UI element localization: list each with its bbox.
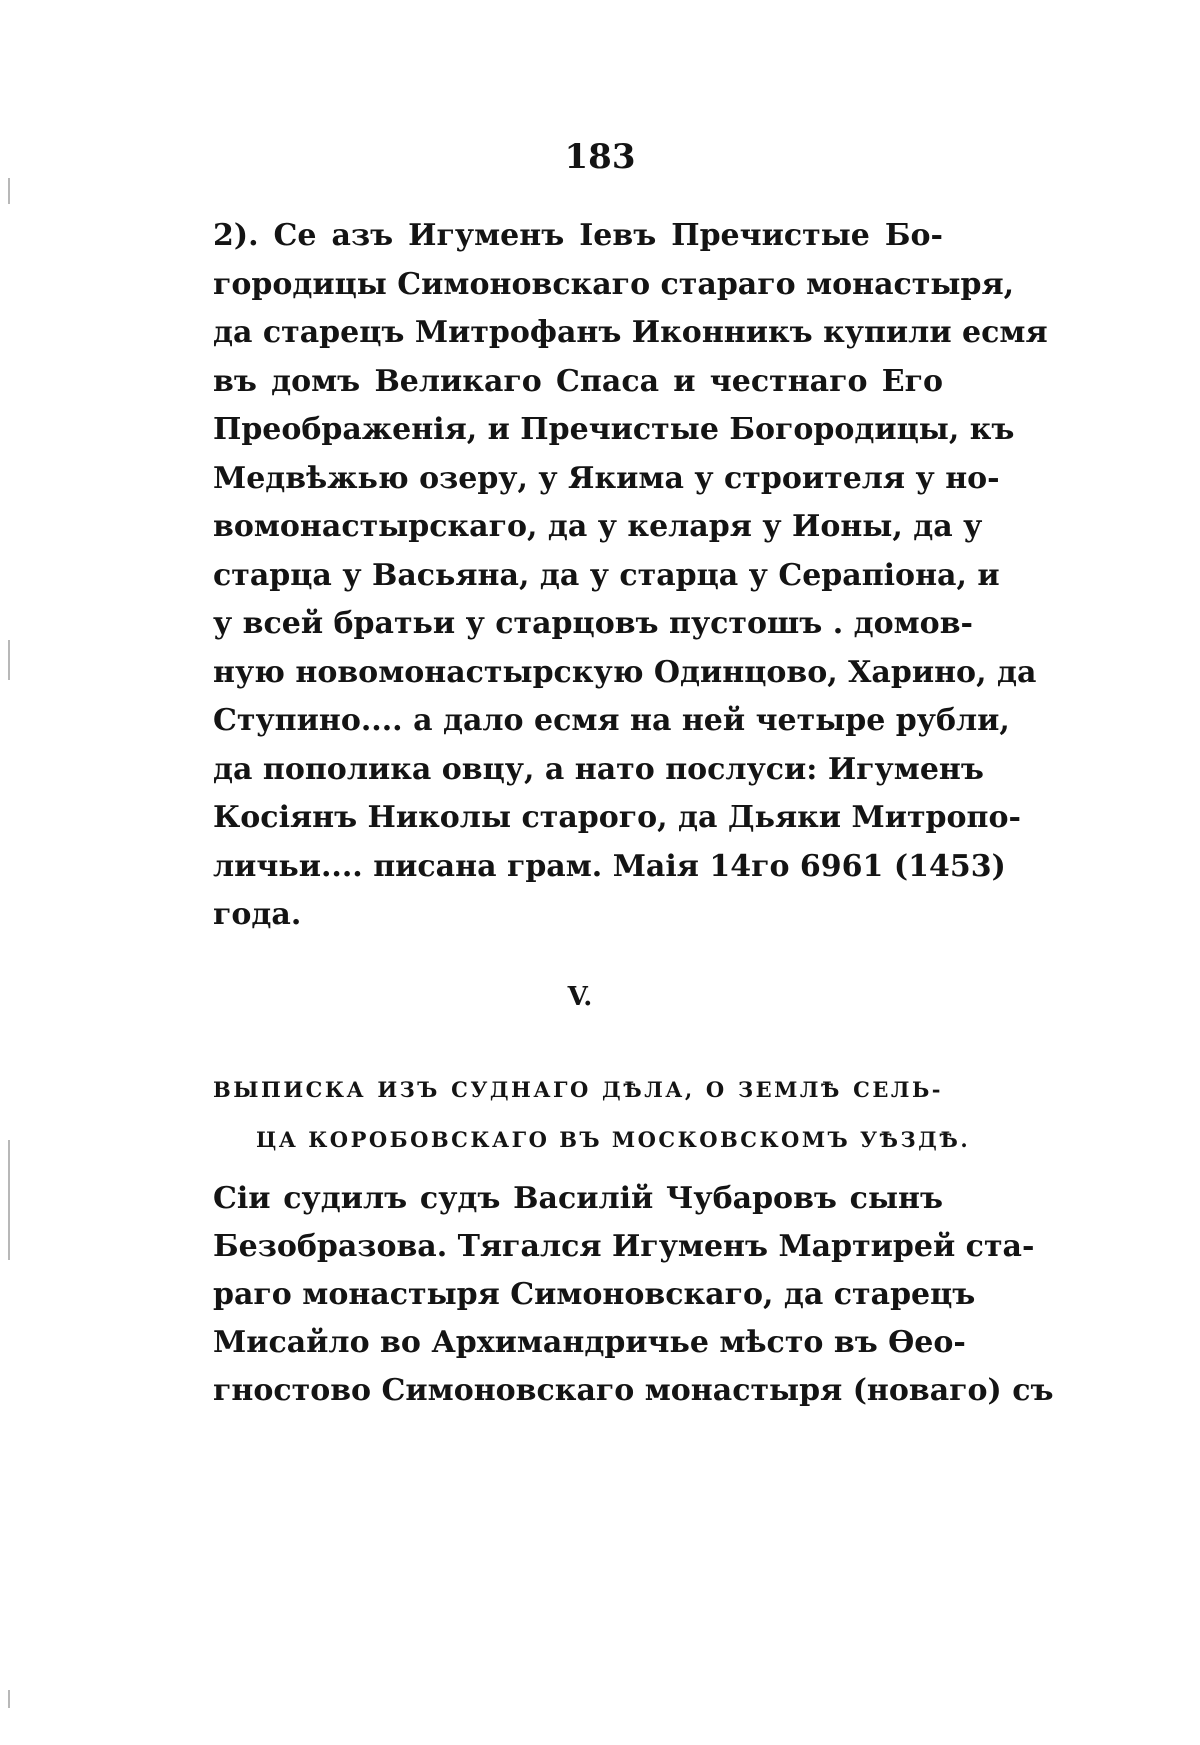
text-line: Ступино.... а дало есмя на ней четыре рубли, xyxy=(213,703,1010,738)
text-line: личьи.... писана грам. Маія 14го 6961 (1453) xyxy=(213,848,1006,884)
section-numeral: V. xyxy=(567,982,593,1012)
text-line: вомонастырскаго, да у келаря у Ионы, да у xyxy=(213,509,983,544)
section-heading-line: ВЫПИСКА ИЗЪ СУДНАГО ДѢЛА, О ЗЕМЛѢ СЕЛЬ- xyxy=(213,1077,943,1102)
text-line: Косіянъ Николы старого, да Дьяки Митропо- xyxy=(213,800,1021,835)
text-line: 2). Се азъ Игуменъ Іевъ Пречистые Бо- xyxy=(213,218,943,253)
section-heading-line: ЦА КОРОБОВСКАГО ВЪ МОСКОВСКОМЪ УѢЗДѢ. xyxy=(256,1127,971,1152)
text-line: Медвѣжью озеру, у Якима у строителя у но- xyxy=(213,460,1000,496)
text-line: Безобразова. Тягался Игуменъ Мартирей ста- xyxy=(213,1229,1035,1264)
text-line: въ домъ Великаго Спаса и честнаго Его xyxy=(213,363,943,399)
scan-mark xyxy=(8,640,10,680)
text-line: городицы Симоновскаго стараго монастыря, xyxy=(213,266,1015,302)
text-line: Преображенія, и Пречистые Богородицы, къ xyxy=(213,412,1015,447)
text-line: да старецъ Митрофанъ Иконникъ купили есмя xyxy=(213,315,1048,350)
scan-mark xyxy=(8,178,10,204)
page-number: 183 xyxy=(564,137,636,177)
text-line: гностово Симоновскаго монастыря (новаго) съ xyxy=(213,1373,1054,1408)
text-line: ную новомонастырскую Одинцово, Харино, да xyxy=(213,654,1037,690)
text-line: у всей братьи у старцовъ пустошъ . домов- xyxy=(213,606,973,641)
text-line: года. xyxy=(213,897,302,932)
text-line: старца у Васьяна, да у старца у Серапіона, и xyxy=(213,557,1000,593)
text-line: Мисайло во Архимандричье мѣсто въ Ѳео- xyxy=(213,1325,966,1360)
scan-mark xyxy=(8,1690,10,1708)
scan-mark xyxy=(8,1140,10,1260)
paragraph-2 xyxy=(213,1175,1054,1415)
text-line: Сіи судилъ судъ Василій Чубаровъ сынъ xyxy=(213,1181,943,1216)
paragraph-1 xyxy=(213,212,1048,940)
text-line: раго монастыря Симоновскаго, да старецъ xyxy=(213,1277,976,1312)
text-line: да пополика овцу, а нато послуси: Игуменъ xyxy=(213,751,984,787)
